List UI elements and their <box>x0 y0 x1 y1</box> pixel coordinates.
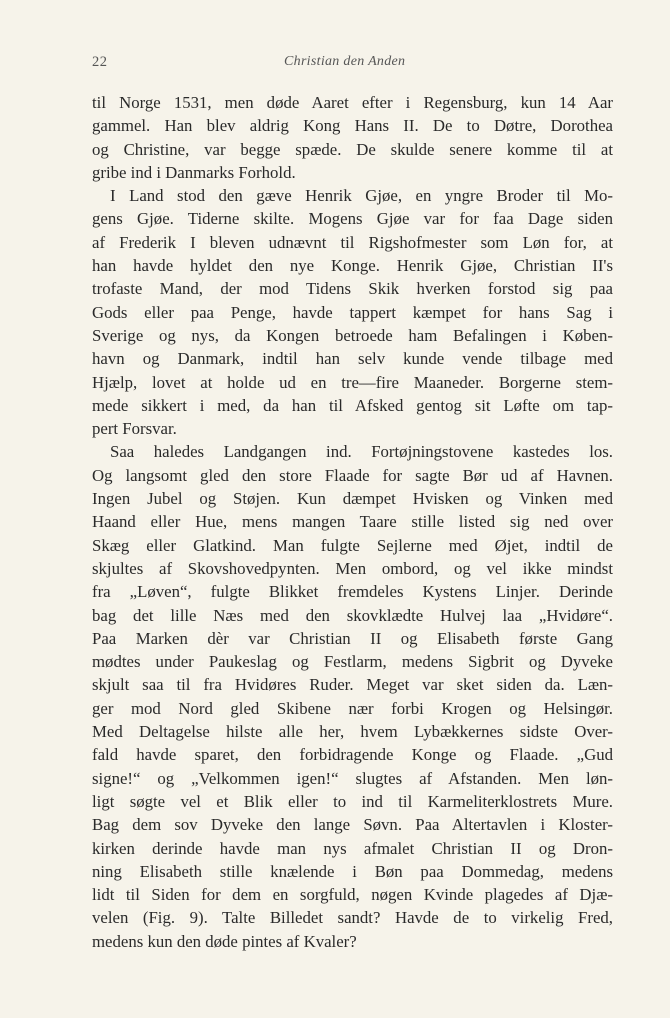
text-line: I Land stod den gæve Henrik Gjøe, en yngre Broder til Mo- <box>110 186 613 206</box>
text-line: Ingen Jubel og Støjen. Kun dæmpet Hvisken og Vinken med <box>92 489 613 509</box>
text-line: til Norge 1531, men døde Aaret efter i Regensburg, kun 14 Aar <box>92 93 613 112</box>
text-line: Paa Marken dèr var Christian II og Elisabeth første Gang <box>92 628 613 648</box>
body-text <box>92 91 613 953</box>
text-line: medens kun den døde pintes af Kvaler? <box>92 931 357 951</box>
text-line: han havde hyldet den nye Konge. Henrik Gjøe, Christian II's <box>92 256 613 276</box>
text-line: Og langsomt gled den store Flaade for sagte Bør ud af Havnen. <box>92 465 613 485</box>
text-line: lidt til Siden for dem en sorgfuld, nøgen Kvinde plagedes af Djæ- <box>92 885 613 905</box>
page-header <box>92 54 612 76</box>
text-line: Gods eller paa Penge, havde tappert kæmpet for hans Sag i <box>92 302 613 322</box>
text-line: og Christine, var begge spæde. De skulde senere komme til at <box>92 139 613 159</box>
text-line: signe!“ og „Velkommen igen!“ slugtes af Afstanden. Men løn- <box>92 768 613 788</box>
text-line: skjult saa til fra Hvidøres Ruder. Meget var sket siden da. Læn- <box>92 675 613 695</box>
text-line: skjultes af Skovshovedpynten. Men ombord, og vel ikke mindst <box>92 558 613 578</box>
text-line: mede sikkert i med, da han til Afsked gentog sit Løfte om tap- <box>92 395 613 415</box>
text-line: kirken derinde havde man nys afmalet Christian II og Dron- <box>92 838 613 858</box>
text-line: Sverige og nys, da Kongen betroede ham Befalingen i Køben- <box>92 325 613 345</box>
text-line: Saa haledes Landgangen ind. Fortøjningstovene kastedes los. <box>110 442 613 462</box>
text-line: ger mod Nord gled Skibene nær forbi Krogen og Helsingør. <box>92 698 613 718</box>
text-line: Haand eller Hue, mens mangen Taare stille listed sig ned over <box>92 512 613 532</box>
text-line: gammel. Han blev aldrig Kong Hans II. De to Døtre, Dorothea <box>92 116 613 136</box>
text-line: ligt søgte vel et Blik eller to ind til Karmeliterklostrets Mure. <box>92 791 613 811</box>
running-title: Christian den Anden <box>284 54 406 69</box>
text-line: gribe ind i Danmarks Forhold. <box>92 162 296 182</box>
text-line: af Frederik I bleven udnævnt til Rigshofmester som Løn for, at <box>92 232 613 252</box>
text-line: mødtes under Paukeslag og Festlarm, medens Sigbrit og Dyveke <box>92 652 613 672</box>
text-line: bag det lille Næs med den skovklædte Hulvej laa „Hvidøre“. <box>92 605 613 625</box>
page-number: 22 <box>92 54 108 70</box>
text-line: fald havde sparet, den forbidragende Konge og Flaade. „Gud <box>92 745 613 765</box>
text-line: Bag dem sov Dyveke den lange Søvn. Paa Altertavlen i Kloster- <box>92 815 613 835</box>
text-line: Med Deltagelse hilste alle her, hvem Lybækkernes sidste Over- <box>92 722 613 742</box>
text-line: pert Forsvar. <box>92 419 177 439</box>
text-line: fra „Løven“, fulgte Blikket fremdeles Kystens Linjer. Derinde <box>92 582 613 602</box>
text-line: velen (Fig. 9). Talte Billedet sandt? Havde de to virkelig Fred, <box>92 908 613 928</box>
text-line: ning Elisabeth stille knælende i Bøn paa Dommedag, medens <box>92 861 613 881</box>
text-line: Skæg eller Glatkind. Man fulgte Sejlerne med Øjet, indtil de <box>92 535 613 555</box>
text-line: havn og Danmark, indtil han selv kunde vende tilbage med <box>92 349 613 369</box>
text-line: Hjælp, lovet at holde ud en tre—fire Maaneder. Borgerne stem- <box>92 372 613 392</box>
text-line: gens Gjøe. Tiderne skilte. Mogens Gjøe var for faa Dage siden <box>92 209 613 229</box>
text-line: trofaste Mand, der mod Tidens Skik hverken forstod sig paa <box>92 279 613 299</box>
